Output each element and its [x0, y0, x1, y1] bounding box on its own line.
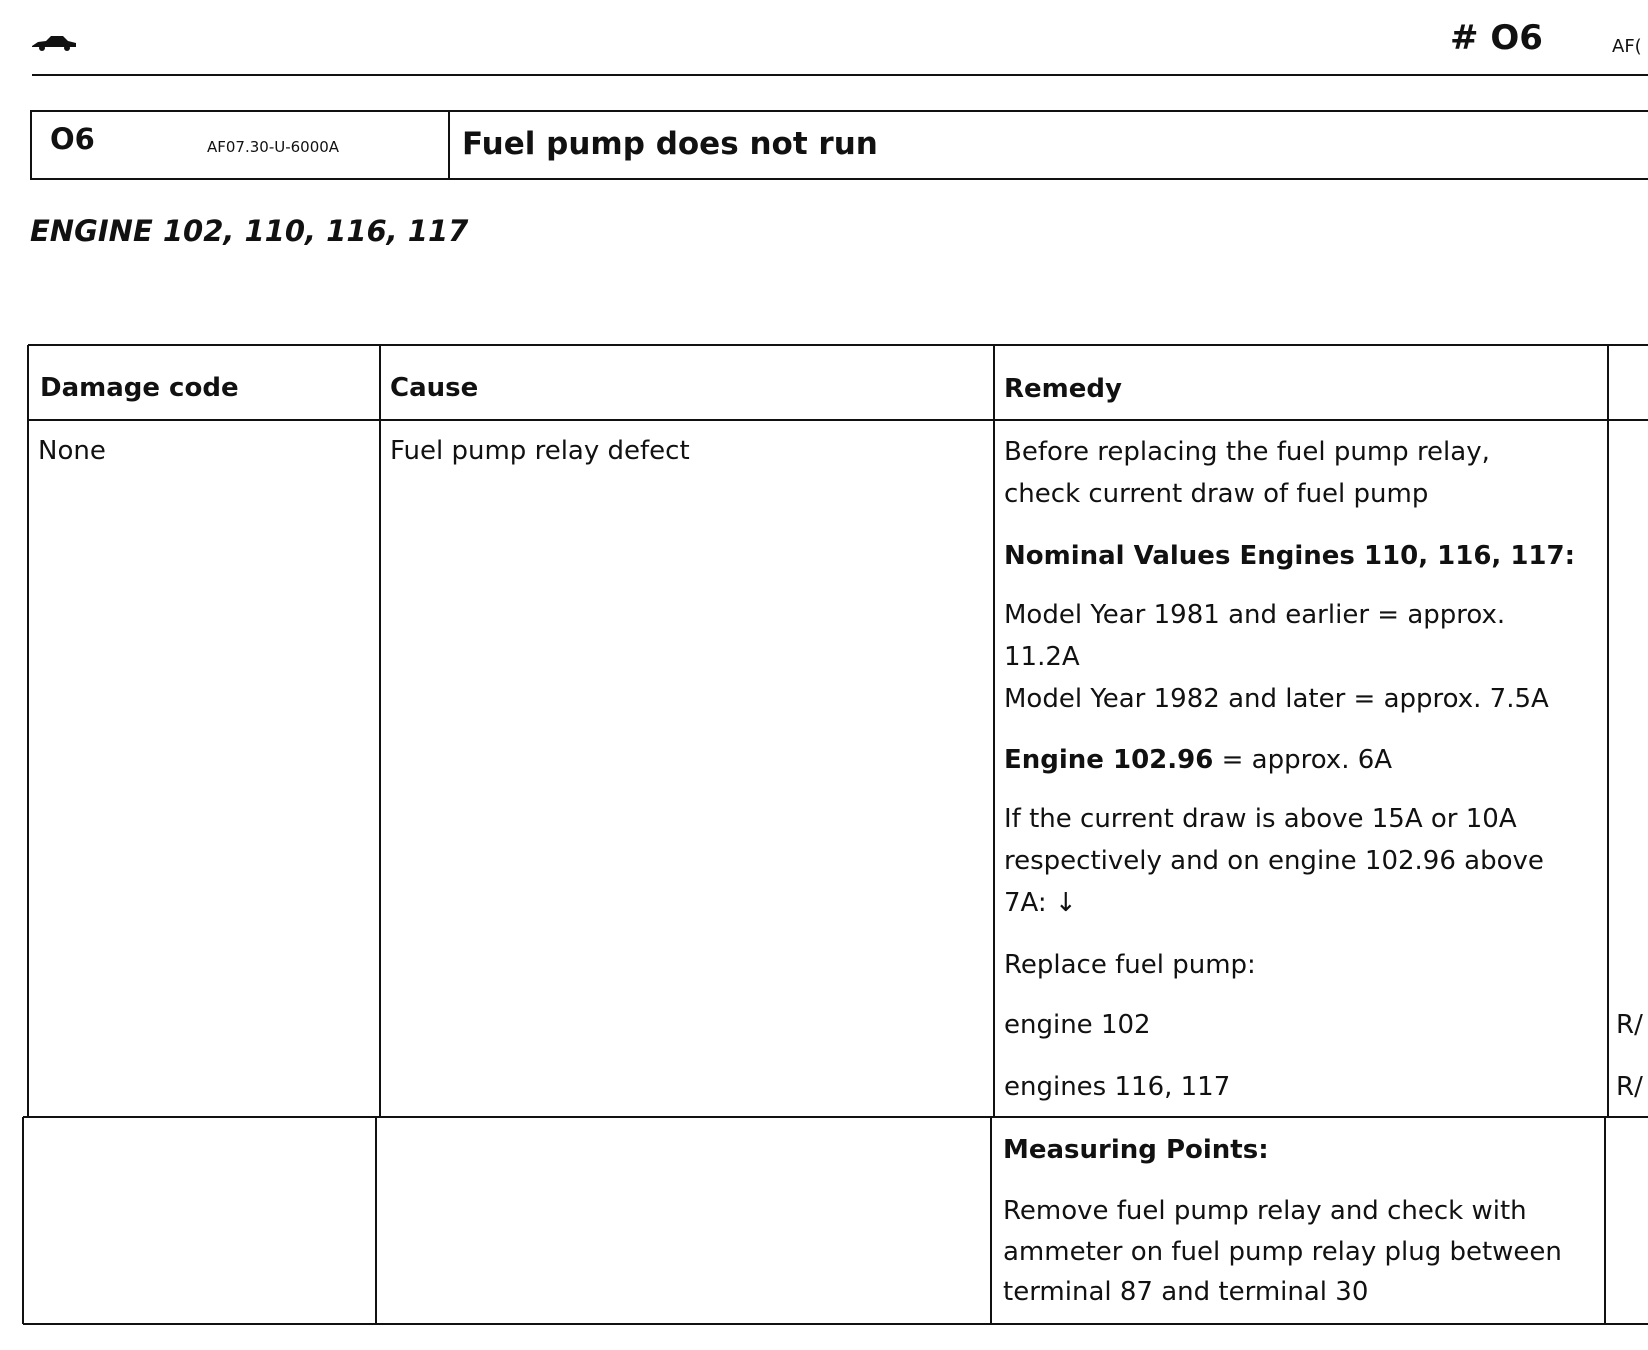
document-number: # O6 — [1450, 18, 1543, 58]
measuring-line3: terminal 87 and terminal 30 — [1003, 1277, 1369, 1307]
measuring-line1: Remove fuel pump relay and check with — [1003, 1196, 1527, 1226]
remedy-intro-line2: check current draw of fuel pump — [1004, 479, 1429, 509]
damage-code-value: None — [38, 436, 106, 466]
engine-10296-approx: = approx. 6A — [1213, 745, 1393, 775]
chapter-code: AF07.30-U-6000A — [207, 138, 340, 156]
replace-fuel-pump: Replace fuel pump: — [1004, 950, 1256, 980]
column-header-damage-code: Damage code — [40, 373, 239, 403]
engine-10296-label: Engine 102.96 — [1004, 745, 1214, 775]
column-header-remedy: Remedy — [1004, 374, 1122, 404]
cause-value: Fuel pump relay defect — [390, 436, 690, 466]
measuring-points-heading: Measuring Points: — [1003, 1135, 1269, 1165]
chapter-number: O6 — [50, 122, 95, 156]
condition-line1: If the current draw is above 15A or 10A — [1004, 804, 1517, 834]
engine-10296-value — [1004, 739, 1392, 781]
model-year-1982: Model Year 1982 and later = approx. 7.5A — [1004, 684, 1549, 714]
page-title: Fuel pump does not run — [462, 126, 878, 162]
model-year-1981-line2: 11.2A — [1004, 642, 1080, 672]
ref-engine-102: R/ — [1616, 1010, 1643, 1040]
model-year-1981-line1: Model Year 1981 and earlier = approx. — [1004, 600, 1506, 630]
nominal-values-heading: Nominal Values Engines 110, 116, 117: — [1004, 541, 1576, 571]
condition-line3: 7A: ↓ — [1004, 888, 1077, 918]
engine-102-item: engine 102 — [1004, 1010, 1151, 1040]
measuring-line2: ammeter on fuel pump relay plug between — [1003, 1237, 1562, 1267]
condition-line2: respectively and on engine 102.96 above — [1004, 846, 1544, 876]
ref-engines-116-117: R/ — [1616, 1072, 1643, 1102]
document-code: AF( — [1612, 36, 1642, 57]
remedy-intro-line1: Before replacing the fuel pump relay, — [1004, 437, 1490, 467]
engines-116-117-item: engines 116, 117 — [1004, 1072, 1231, 1102]
engine-heading: ENGINE 102, 110, 116, 117 — [30, 214, 469, 248]
column-header-cause: Cause — [390, 373, 479, 403]
